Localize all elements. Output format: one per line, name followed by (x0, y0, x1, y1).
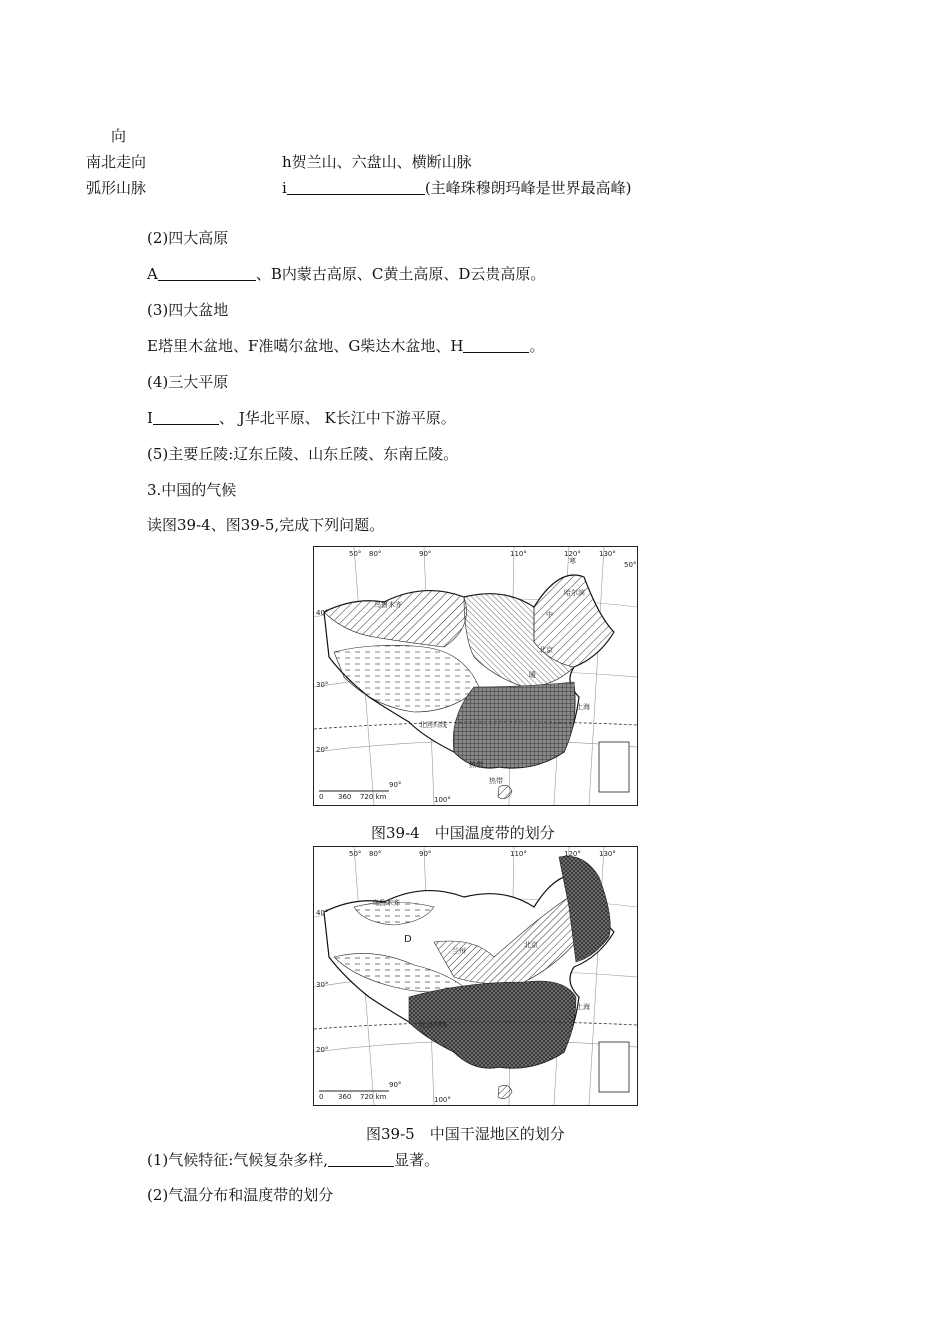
lon-label: 50° (349, 550, 362, 558)
row-value: h贺兰山、六盘山、横断山脉 (282, 153, 472, 171)
tropic-label: 北回归线 (419, 721, 447, 729)
answer-blank-climate[interactable] (328, 1150, 394, 1167)
lon-label: 130° (599, 550, 616, 558)
city-label: 上海 (576, 1003, 590, 1011)
lat-label: 20° (316, 1046, 329, 1054)
plateaus-line: A 、B内蒙古高原、C黄土高原、D云贵高原。 (147, 265, 546, 283)
zone-label: 中 (546, 611, 553, 619)
map2-caption: 图39-5 中国干湿地区的划分 (366, 1125, 565, 1143)
plains-line: I 、 J华北平原、 K长江中下游平原。 (147, 409, 456, 427)
answer-blank-h[interactable] (463, 336, 529, 353)
section-heading-basins: (3)四大盆地 (147, 301, 229, 319)
lon-label: 80° (369, 550, 382, 558)
city-label: 乌鲁木齐 (374, 601, 402, 609)
lon-label: 90° (419, 550, 432, 558)
section-heading-climate: 3.中国的气候 (147, 481, 237, 499)
lon-label: 100° (434, 796, 451, 804)
city-label: 北京 (539, 646, 553, 654)
climate-instruction: 读图39-4、图39-5,完成下列问题。 (147, 516, 385, 534)
lon-label: 90° (419, 850, 432, 858)
scale-label: 0 (319, 1093, 324, 1101)
section-heading-plains: (4)三大平原 (147, 373, 229, 391)
answer-blank-i[interactable] (287, 178, 425, 195)
row-label: 弧形山脉 (86, 179, 147, 197)
lat-label: 30° (316, 681, 329, 689)
zone-label: 寒 (569, 557, 576, 565)
row-label: 南北走向 (86, 153, 147, 171)
zone-label: 热带 (489, 777, 503, 785)
scale-label: 720 km (360, 1093, 387, 1101)
scale-label: 360 (338, 1093, 352, 1101)
lon-label: 50° (349, 850, 362, 858)
row-value: i (主峰珠穆朗玛峰是世界最高峰) (282, 179, 632, 197)
lon-label: 120° (564, 550, 581, 558)
hills-line: (5)主要丘陵:辽东丘陵、山东丘陵、东南丘陵。 (147, 445, 459, 463)
lon-label: 90° (389, 1081, 402, 1089)
lon-label: 110° (510, 850, 527, 858)
table-row-label-direction: 向 (111, 127, 127, 145)
temperature-zone-map-svg (314, 547, 637, 805)
region-label: D (404, 934, 412, 945)
zone-label: 暖 (529, 671, 536, 679)
lat-label: 40° (316, 609, 329, 617)
map1-caption: 图39-4 中国温度带的划分 (371, 824, 555, 842)
dry-wet-region-map (313, 846, 638, 1106)
lon-label: 110° (510, 550, 527, 558)
lon-label: 80° (369, 850, 382, 858)
scale-label: 360 (338, 793, 352, 801)
tropic-label: 北回归线 (419, 1021, 447, 1029)
scale-label: 0 (319, 793, 324, 801)
temperature-zone-map (313, 546, 638, 806)
lon-label: 90° (389, 781, 402, 789)
lon-label: 100° (434, 1096, 451, 1104)
city-label: 乌鲁木齐 (372, 899, 400, 907)
lon-label: 120° (564, 850, 581, 858)
city-label: 哈尔滨 (564, 589, 585, 597)
climate-question-2: (2)气温分布和温度带的划分 (147, 1186, 334, 1204)
dry-wet-region-map-svg (314, 847, 637, 1105)
climate-question-1: (1)气候特征:气候复杂多样, 显著。 (147, 1151, 440, 1169)
lat-label: 30° (316, 981, 329, 989)
zone-label: 热带 (469, 761, 483, 769)
city-label: 上海 (576, 703, 590, 711)
answer-blank-a[interactable] (158, 264, 256, 281)
lat-label: 40° (316, 909, 329, 917)
table-row-arc-mountains (86, 178, 632, 198)
answer-blank-i2[interactable] (153, 408, 219, 425)
city-label: 兰州 (452, 947, 466, 955)
table-row-north-south (86, 152, 472, 172)
city-label: 北京 (524, 941, 538, 949)
lat-label: 50° (624, 561, 637, 569)
section-heading-plateaus: (2)四大高原 (147, 229, 229, 247)
lat-label: 20° (316, 746, 329, 754)
scale-label: 720 km (360, 793, 387, 801)
basins-line: E塔里木盆地、F准噶尔盆地、G柴达木盆地、H 。 (147, 337, 545, 355)
lon-label: 130° (599, 850, 616, 858)
